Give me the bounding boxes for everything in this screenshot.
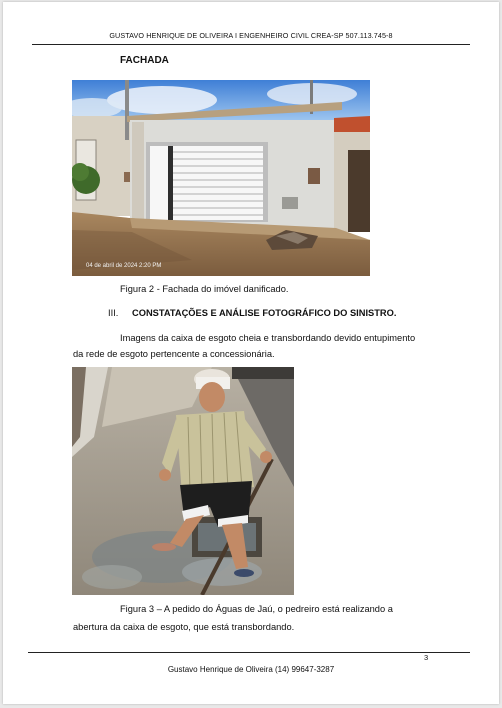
photo-timestamp: 04 de abril de 2024 2:20 PM	[86, 263, 162, 269]
sewer-box-photo	[72, 367, 294, 595]
section3-title: CONSTATAÇÕES E ANÁLISE FOTOGRÁFICO DO SINISTRO.	[132, 308, 397, 318]
figure2-caption: Figura 2 - Fachada do imóvel danificado.	[120, 284, 289, 294]
figure3-caption-line2: abertura da caixa de esgoto, que está transbordando.	[73, 622, 295, 632]
section3-paragraph-line2: da rede de esgoto pertencente a concessionária.	[73, 349, 275, 359]
page-header: GUSTAVO HENRIQUE DE OLIVEIRA I ENGENHEIRO CIVIL CREA-SP 507.113.745-8	[109, 31, 393, 40]
facade-photo	[72, 80, 370, 276]
section-title-fachada: FACHADA	[120, 55, 169, 66]
page-number: 3	[424, 653, 429, 662]
footer-contact: Gustavo Henrique de Oliveira (14) 99647-3287	[167, 665, 335, 674]
document-page	[3, 2, 499, 704]
footer-divider	[28, 652, 470, 653]
header-divider	[32, 44, 470, 45]
section3-paragraph-line1: Imagens da caixa de esgoto cheia e transbordando devido entupimento	[120, 333, 416, 343]
figure3-caption-line1: Figura 3 – A pedido do Águas de Jaú, o pedreiro está realizando a	[120, 604, 393, 614]
section3-number: III.	[108, 308, 119, 318]
